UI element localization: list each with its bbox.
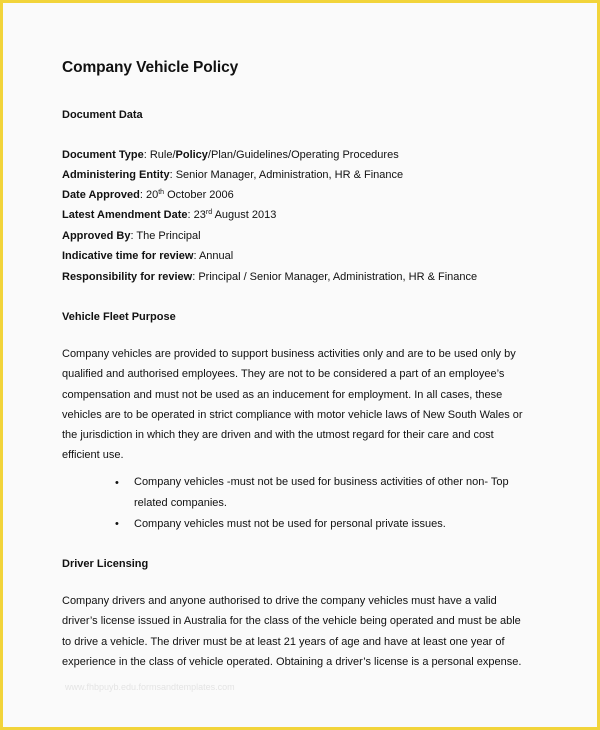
field-label: Responsibility for review <box>62 271 193 283</box>
driver-licensing-heading: Driver Licensing <box>62 558 149 570</box>
date-suffix: th <box>158 189 165 196</box>
field-value: Annual <box>198 250 234 262</box>
paragraph-line: compensation and must not be used as an inducement for employment. In all cases, these <box>62 388 503 401</box>
watermark-text: www.fhbpuyb.edu.formsandtemplates.com <box>65 682 235 692</box>
field-document-type: Document Type: Rule/Policy/Plan/Guidelines/Operating Procedures <box>62 149 399 161</box>
driver-licensing-paragraph <box>62 591 562 672</box>
bullet-line: Company vehicles -must not be used for business activities of other non- Top <box>134 476 509 488</box>
field-label: Indicative time for review <box>62 250 194 262</box>
field-administering-entity: Administering Entity: Senior Manager, Administration, HR & Finance <box>62 169 404 181</box>
paragraph-line: to drive a vehicle. The driver must be at least 21 years of age and have at least one year of <box>62 635 505 648</box>
bullet-icon: • <box>115 518 119 530</box>
date-rest: October 2006 <box>167 189 234 201</box>
paragraph-line: experience in the class of vehicle operated. Obtaining a driver’s license is a personal expense. <box>62 655 522 668</box>
field-value-bold: Policy <box>175 149 208 161</box>
field-value: Principal / Senior Manager, Administration, HR & Finance <box>198 271 478 283</box>
paragraph-line: efficient use. <box>62 449 124 462</box>
field-responsibility: Responsibility for review: Principal / Senior Manager, Administration, HR & Finance <box>62 271 478 283</box>
document-page <box>3 3 597 727</box>
document-data-heading: Document Data <box>62 109 143 121</box>
paragraph-line: the jurisdiction in which they are driven and with the utmost regard for their care and cost <box>62 429 494 442</box>
field-value-post: /Plan/Guidelines/Operating Procedures <box>207 149 399 161</box>
field-latest-amendment-date: Latest Amendment Date: 23rd August 2013 <box>62 209 277 221</box>
field-label: Latest Amendment Date <box>62 209 188 221</box>
date-day: 20 <box>145 189 159 201</box>
date-rest: August 2013 <box>214 209 277 221</box>
bullet-item <box>134 514 446 535</box>
paragraph-line: vehicles are to be operated in strict compliance with motor vehicle laws of New South Wales or <box>62 408 523 421</box>
paragraph-line: Company vehicles are provided to support business activities only and are to be used only by <box>62 348 516 360</box>
field-value-pre: Rule/ <box>149 149 176 161</box>
field-label: Approved By <box>62 230 131 242</box>
bullet-line: Company vehicles must not be used for personal private issues. <box>134 518 446 530</box>
field-value: The Principal <box>136 230 201 242</box>
fleet-purpose-paragraph <box>62 344 562 466</box>
paragraph-line: driver’s license issued in Australia for the class of the vehicle being operated and must be able <box>62 615 521 628</box>
document-title: Company Vehicle Policy <box>62 59 239 76</box>
fleet-purpose-heading: Vehicle Fleet Purpose <box>62 311 176 323</box>
paragraph-line: Company drivers and anyone authorised to drive the company vehicles must have a valid <box>62 595 497 607</box>
field-value: Senior Manager, Administration, HR & Finance <box>175 169 404 181</box>
date-suffix: rd <box>205 209 213 216</box>
field-approved-by: Approved By: The Principal <box>62 230 201 242</box>
bullet-line: related companies. <box>134 496 227 509</box>
field-label: Administering Entity <box>62 169 170 181</box>
date-day: 23 <box>193 209 206 221</box>
paragraph-line: qualified and authorised employees. They are not to be considered a part of an employee’s <box>62 368 505 381</box>
field-date-approved: Date Approved: 20th October 2006 <box>62 189 234 201</box>
bullet-item <box>134 472 509 513</box>
field-label: Date Approved <box>62 189 140 201</box>
field-review-time: Indicative time for review: Annual <box>62 250 234 262</box>
bullet-icon: • <box>115 477 119 489</box>
field-label: Document Type <box>62 149 144 161</box>
